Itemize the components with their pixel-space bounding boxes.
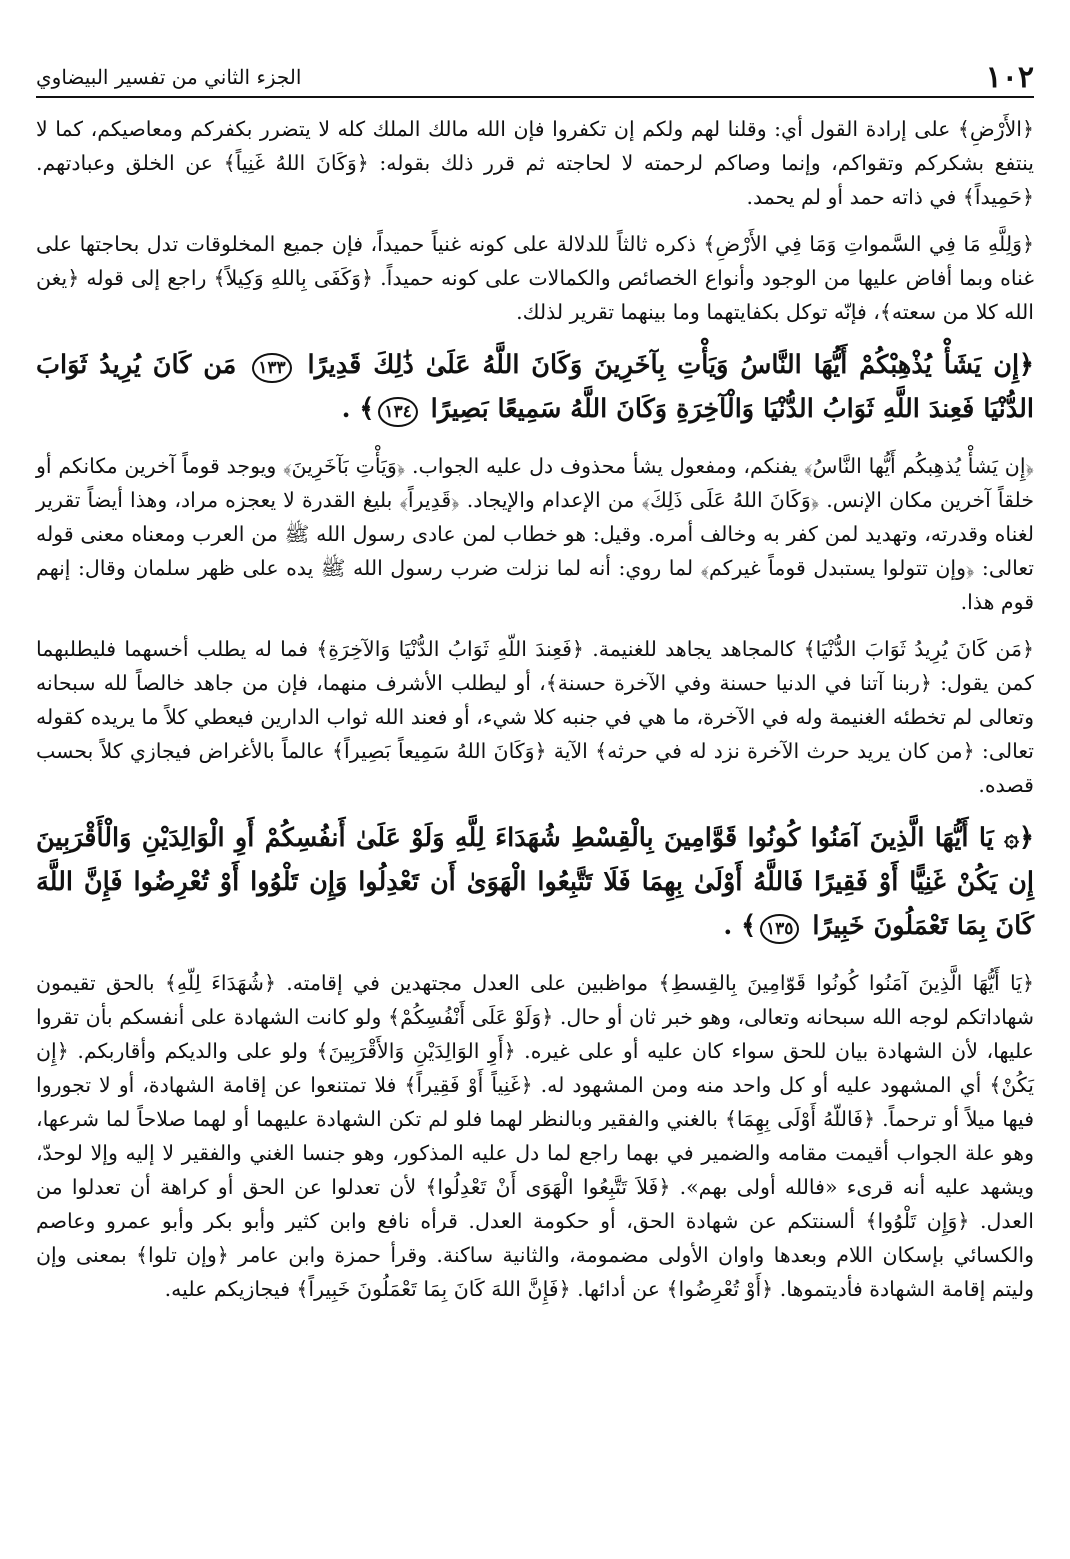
ayah-number-marker: ١٣٣	[252, 353, 291, 383]
commentary-paragraph: ﴿يَا أَيُّهَا الَّذِينَ آمَنُوا كُونُوا قَوّامِينَ بِالقِسطِ﴾ مواظبين على العدل مجتهدين في إقامته. ﴿شُهَدَاءَ لِلّهِ﴾ بالحق تقيمون شهاداتكم لوجه الله سبحانه وتعالى، وهو خبر ثان أو حال. ﴿وَلَوْ عَلَى أَنْفُسِكُمْ﴾ ولو كانت الشهادة على أنفسكم بأن تقروا عليها، لأن الشهادة بيان للحق سواء كان عليه أو على غيره. ﴿أَوِ الوَالِدَيْنِ وَالأَقْرَبِينَ﴾ ولو على والديكم وأقاربكم. ﴿إِن يَكُنْ﴾ أي المشهود عليه أو كل واحد منه ومن المشهود له. ﴿غَنِياً أَوْ فَقِيراً﴾ فلا تمتنعوا عن إقامة الشهادة، أو لا تجوروا فيها ميلاً أو ترحماً. ﴿فَاللّهُ أَوْلَى بِهِمَا﴾ بالغني والفقير وبالنظر لهما فلو لم تكن الشهادة عليهما أو لهما صلاحاً لما شرعها، وهو علة الجواب أقيمت مقامه والضمير في بهما راجع لما دل عليه المذكور، وهو جنسا الغني والفقير لا إليه وإلا لوحدّ، ويشهد عليه أنه قرىء «فالله أولى بهم». ﴿فَلاَ تَتَّبِعُوا الْهَوَى أَنْ تَعْدِلُوا﴾ لأن تعدلوا عن الحق أو كراهة أن تعدلوا من العدل. ﴿وَإِن تَلْوُوا﴾ ألسنتكم عن شهادة الحق، أو حكومة العدل. قرأه نافع وابن كثير وأبو بكر وأبو عمرو وعاصم والكسائي بإسكان اللام وبعدها واوان الأولى مضمومة، والثانية ساكنة. وقرأ حمزة وابن عامر ﴿وإن تلوا﴾ بمعنى وإن وليتم إقامة الشهادة فأديتموها. ﴿أَوْ تُعْرِضُوا﴾ عن أدائها. ﴿فَإِنَّ اللهَ كَانَ بِمَا تَعْمَلُونَ خَبِيراً﴾ فيجازيكم عليه.	[36, 971, 1034, 1301]
ayah-number-marker: ١٣٤	[378, 397, 417, 427]
ayah-number-marker: ١٣٥	[760, 914, 799, 944]
verse-text: ﴿۞ يَا أَيُّهَا الَّذِينَ آمَنُوا كُونُوا قَوَّامِينَ بِالْقِسْطِ شُهَدَاءَ لِلَّهِ وَلَوْ عَلَىٰ أَنفُسِكُمْ أَوِ الْوَالِدَيْنِ وَالْأَقْرَبِينَ إِن يَكُنْ غَنِيًّا أَوْ فَقِيرًا فَاللَّهُ أَوْلَىٰ بِهِمَا فَلَا تَتَّبِعُوا الْهَوَىٰ أَن تَعْدِلُوا وَإِن تَلْوُوا أَوْ تُعْرِضُوا فَإِنَّ اللَّهَ كَانَ بِمَا تَعْمَلُونَ خَبِيرًا	[36, 823, 1034, 941]
quran-verse	[36, 343, 1034, 431]
commentary-paragraph: ﴿مَن كَانَ يُرِيدُ ثَوَابَ الدُّنْيَا﴾ كالمجاهد يجاهد للغنيمة. ﴿فَعِندَ اللّهِ ثَوَابُ الدُّنْيَا وَالآخِرَةِ﴾ فما له يطلب أخسهما فليطلبهما كمن يقول: ﴿ربنا آتنا في الدنيا حسنة وفي الآخرة حسنة﴾، أو ليطلب الأشرف منهما، فإن من جاهد خالصاً لله سبحانه وتعالى لم تخطئه الغنيمة وله في الآخرة، ما هي في جنبه كلا شيء، أو فعند الله ثواب الدارين فيعطي كلاً ما يريده كقوله تعالى: ﴿من كان يريد حرث الآخرة نزد له في حرثه﴾ الآية ﴿وَكَانَ اللهُ سَمِيعاً بَصِيراً﴾ عالماً بالأغراض فيجازي كلاً بحسب قصده.	[36, 637, 1034, 797]
verse-end: ﴾ .	[341, 394, 375, 424]
commentary-paragraph: ﴿الأَرْضِ﴾ على إرادة القول أي: وقلنا لهم ولكم إن تكفروا فإن الله مالك الملك كله لا يتضرر بكفركم ومعاصيكم، كما لا ينتفع بشكركم وتقواكم، وإنما وصاكم لرحمته لا لحاجته ثم قرر ذلك بقوله: ﴿وَكَانَ اللهُ غَنِياً﴾ عن الخلق وعبادتهم. ﴿حَمِيداً﴾ في ذاته حمد أو لم يحمد.	[36, 117, 1034, 209]
verse-text: ﴿إِن يَشَأْ يُذْهِبْكُمْ أَيُّهَا النَّاسُ وَيَأْتِ بِآخَرِينَ وَكَانَ اللَّهُ عَلَىٰ ذَٰلِكَ قَدِيرًا	[307, 350, 1034, 380]
page-number: ١٠٢	[985, 59, 1034, 95]
commentary-paragraph: ﴿وَلِلَّهِ مَا فِي السَّمواتِ وَمَا فِي الأَرْضِ﴾ ذكره ثالثاً للدلالة على كونه غنياً حميداً، فإن جميع المخلوقات تدل بحاجتها على غناه وبما أفاض عليها من الوجود وأنواع الخصائص والكمالات على كونه حميداً. ﴿وَكَفَى بِاللهِ وَكِيلاً﴾ راجع إلى قوله ﴿يغن الله كلا من سعته﴾، فإنّه توكل بكفايتهما وما بينهما تقرير لذلك.	[36, 232, 1034, 324]
commentary-paragraph: ﴿إِن يَشأْ يُذهِبكُم أَيُّها النَّاسُ﴾ يفنكم، ومفعول يشأ محذوف دل عليه الجواب. ﴿وَيَأْتِ بَآخَرِينَ﴾ ويوجد قوماً آخرين مكانكم أو خلقاً آخرين مكان الإنس. ﴿وَكَانَ اللهُ عَلَى ذَلِكَ﴾ من الإعدام والإيجاد. ﴿قَدِيراً﴾ بليغ القدرة لا يعجزه مراد، وهذا أيضاً تقرير لغناه وقدرته، وتهديد لمن كفر به وخالف أمره. وقيل: هو خطاب لمن عادى رسول الله ﷺ من العرب ومعناه معنى قوله تعالى: ﴿وإن تتولوا يستبدل قوماً غيركم﴾ لما روي: أنه لما نزلت ضرب رسول الله ﷺ يده على ظهر سلمان وقال: إنهم قوم هذا.	[36, 454, 1034, 614]
running-title: الجزء الثاني من تفسير البيضاوي	[36, 65, 302, 89]
verse-end: ﴾ .	[723, 911, 757, 941]
verse-text: مَن كَانَ يُرِيدُ ثَوَابَ الدُّنْيَا فَعِندَ اللَّهِ ثَوَابُ الدُّنْيَا وَالْآخِرَةِ وَكَانَ اللَّهُ سَمِيعًا بَصِيرًا	[36, 350, 1034, 424]
quran-verse	[36, 816, 1034, 948]
page-body	[36, 112, 1034, 1319]
page-header	[36, 58, 1034, 98]
